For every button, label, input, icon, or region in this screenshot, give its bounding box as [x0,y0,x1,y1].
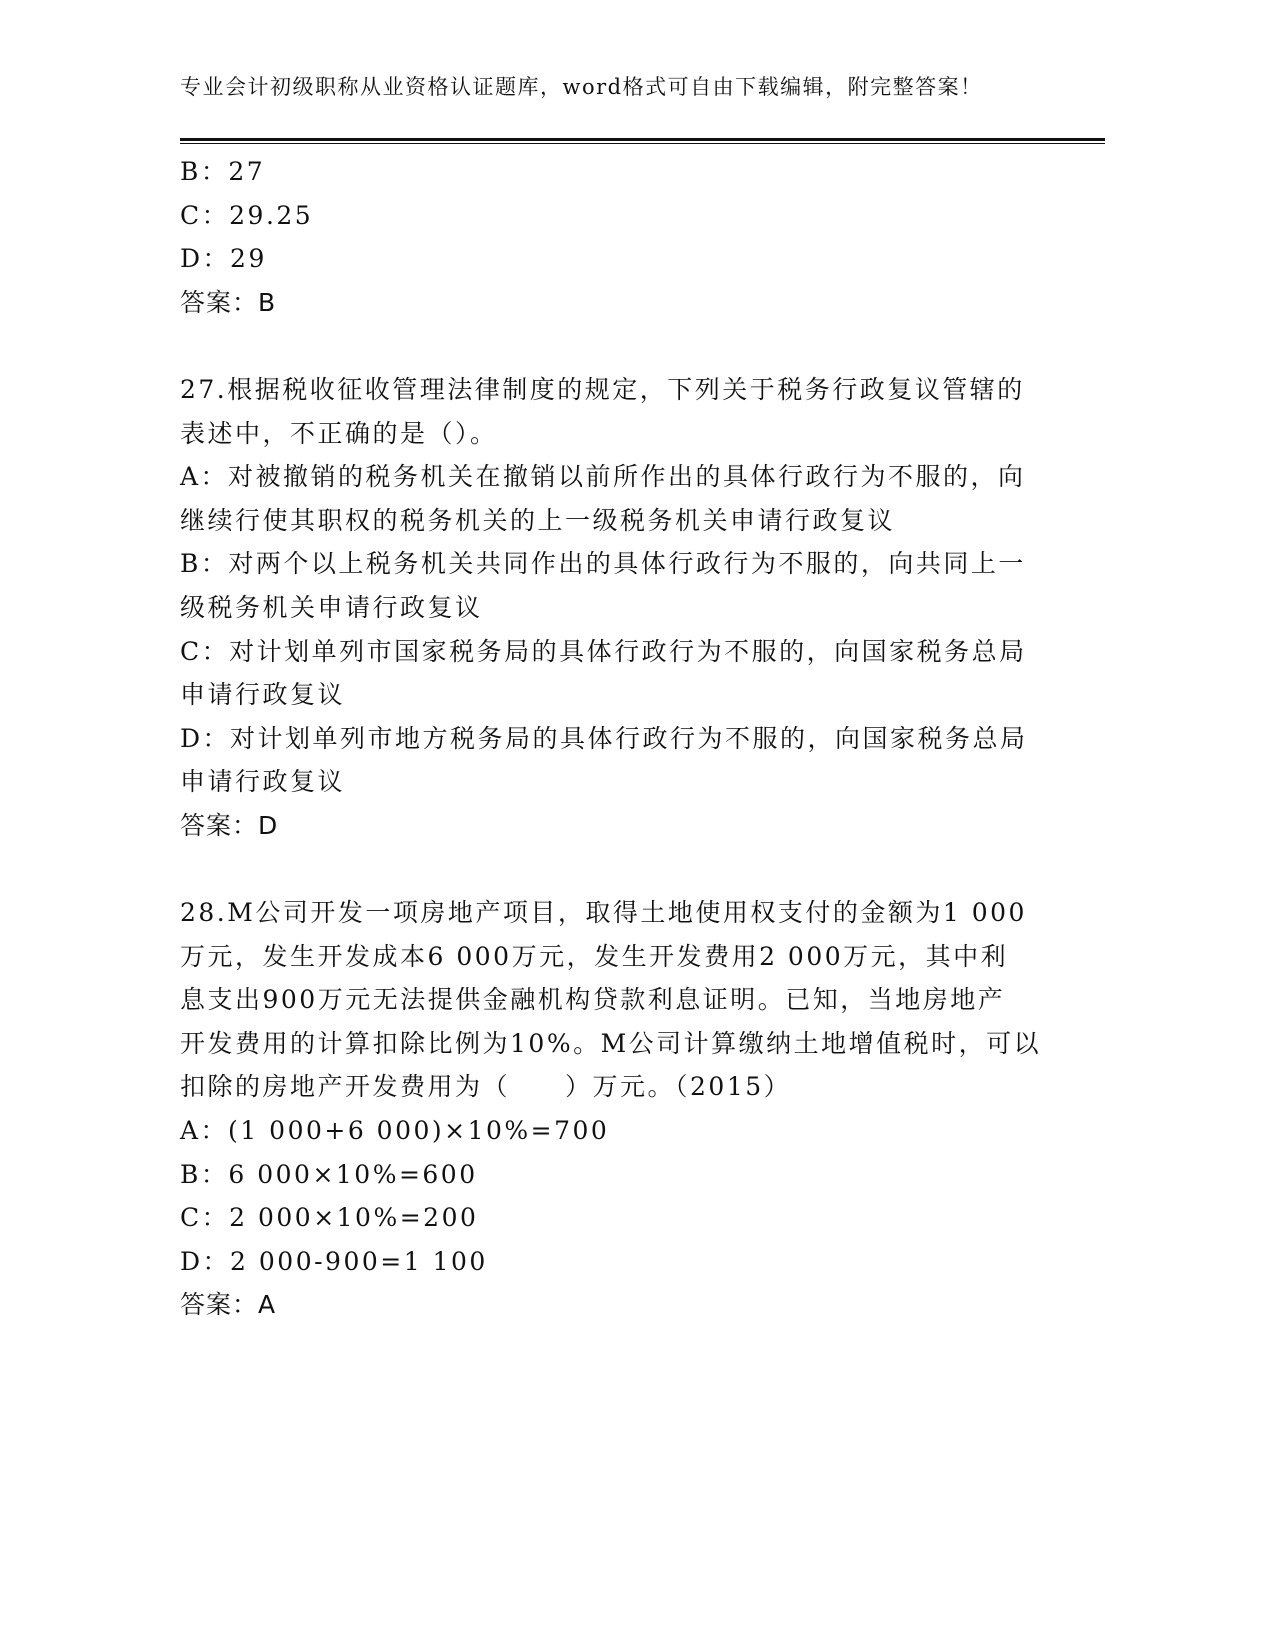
question-stem-line: 息支出900万元无法提供金融机构贷款利息证明。已知，当地房地产 [180,985,1006,1015]
option-b-line: B：6 000×10%=600 [180,1159,478,1189]
option-c: C：29.25 [180,200,314,230]
page-header: 专业会计初级职称从业资格认证题库，word格式可自由下载编辑，附完整答案！ [180,75,983,99]
answer-line: 答案：A [180,1290,277,1320]
option-d-line: D：2 000-900=1 100 [180,1246,488,1276]
question-stem-line: 万元，发生开发成本6 000万元，发生开发费用2 000万元，其中利 [180,941,1009,971]
prev-question-block [180,150,1040,324]
question-stem-line: 开发费用的计算扣除比例为10%。M公司计算缴纳土地增值税时，可以 [180,1028,1042,1058]
option-b: B：27 [180,157,266,186]
option-a-line: 继续行使其职权的税务机关的上一级税务机关申请行政复议 [180,505,896,535]
option-a-line: A：对被撤销的税务机关在撤销以前所作出的具体行政行为不服的，向 [180,462,1026,492]
question-27-block [180,368,1040,848]
option-c-line: 申请行政复议 [180,680,346,710]
header-rule-thin [180,143,1105,144]
answer-line: 答案：B [180,287,277,317]
question-stem-line: 28.M公司开发一项房地产项目，取得土地使用权支付的金额为1 000 [180,898,1027,928]
spacer [180,324,1040,368]
option-c-line: C：对计划单列市国家税务局的具体行政行为不服的，向国家税务总局 [180,636,1027,666]
question-stem-line: 表述中，不正确的是（）。 [180,418,498,448]
option-a-line: A：(1 000+6 000)×10%=700 [180,1116,610,1146]
option-b-line: B：对两个以上税务机关共同作出的具体行政行为不服的，向共同上一 [180,549,1026,579]
option-c-line: C：2 000×10%=200 [180,1203,479,1233]
question-28-block [180,891,1040,1327]
question-stem-line: 27.根据税收征收管理法律制度的规定，下列关于税务行政复议管辖的 [180,374,1025,404]
option-d: D：29 [180,244,267,274]
document-body [180,150,1040,1327]
spacer [180,848,1040,892]
option-d-line: 申请行政复议 [180,767,346,797]
option-b-line: 级税务机关申请行政复议 [180,592,483,622]
header-rule-thick [180,138,1105,141]
answer-line: 答案：D [180,810,279,840]
option-d-line: D：对计划单列市地方税务局的具体行政行为不服的，向国家税务总局 [180,723,1028,753]
question-stem-line: 扣除的房地产开发费用为（ ）万元。（2015） [180,1072,792,1102]
